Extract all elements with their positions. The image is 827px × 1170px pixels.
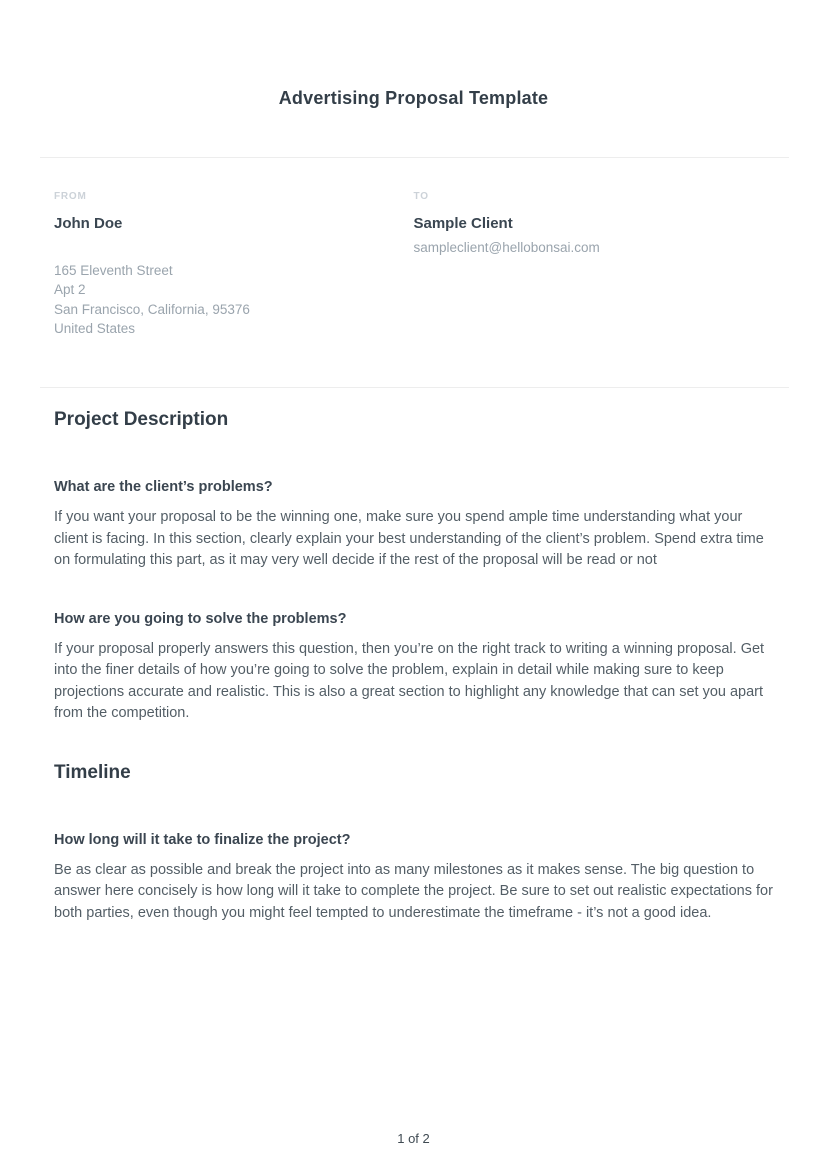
to-name: Sample Client: [413, 215, 513, 232]
subsection-question: How are you going to solve the problems?: [54, 610, 347, 627]
document-body: [0, 408, 827, 924]
subsection-body: If your proposal properly answers this question, then you’re on the right track to writing a winning proposal. Get into the finer details of how you’re going to solve the problem, explain in detail while making sure to keep projections accurate and realistic. This is also a great section to highlight any knowledge that can set you apart from the competition.: [54, 640, 765, 722]
parties-section: [0, 158, 827, 338]
section-project-description: [54, 408, 773, 725]
address-line: Apt 2: [54, 282, 86, 298]
from-address: [54, 261, 414, 338]
section-heading: Project Description: [54, 409, 229, 431]
page-footer: [0, 1130, 827, 1148]
to-label: TO: [413, 191, 429, 202]
to-block: [414, 191, 774, 338]
subsection: [54, 478, 773, 572]
address-line: San Francisco, California, 95376: [54, 301, 250, 317]
document-title: Advertising Proposal Template: [278, 88, 549, 108]
subsection-question: How long will it take to finalize the project?: [54, 831, 351, 848]
from-name: John Doe: [54, 215, 123, 232]
section-timeline: [54, 761, 773, 925]
subsection: [54, 831, 773, 925]
subsection-body: Be as clear as possible and break the project into as many milestones as it makes sense. The big question to answer here concisely is how long will it take to complete the project. Be sure to set out realistic expectations for both parties, even though you might feel tempted to underestimate the timeframe - it’s not a good idea.: [54, 861, 773, 921]
to-email: sampleclient@hellobonsai.com: [413, 240, 600, 255]
address-line: United States: [54, 320, 136, 336]
from-block: [54, 191, 414, 338]
address-line: 165 Eleventh Street: [54, 263, 173, 278]
from-label: FROM: [54, 191, 87, 202]
subsection-question: What are the client’s problems?: [54, 479, 273, 496]
section-heading: Timeline: [54, 761, 131, 783]
divider: [40, 387, 789, 388]
subsection: [54, 610, 773, 725]
page-indicator: 1 of 2: [397, 1131, 430, 1146]
subsection-body: If you want your proposal to be the winning one, make sure you spend ample time understanding what your client is facing. In this section, clearly explain your best understanding of the client’s problem. Spend extra time on formulating this part, as it may very well decide if the rest of the proposal will be read or not: [54, 509, 764, 569]
